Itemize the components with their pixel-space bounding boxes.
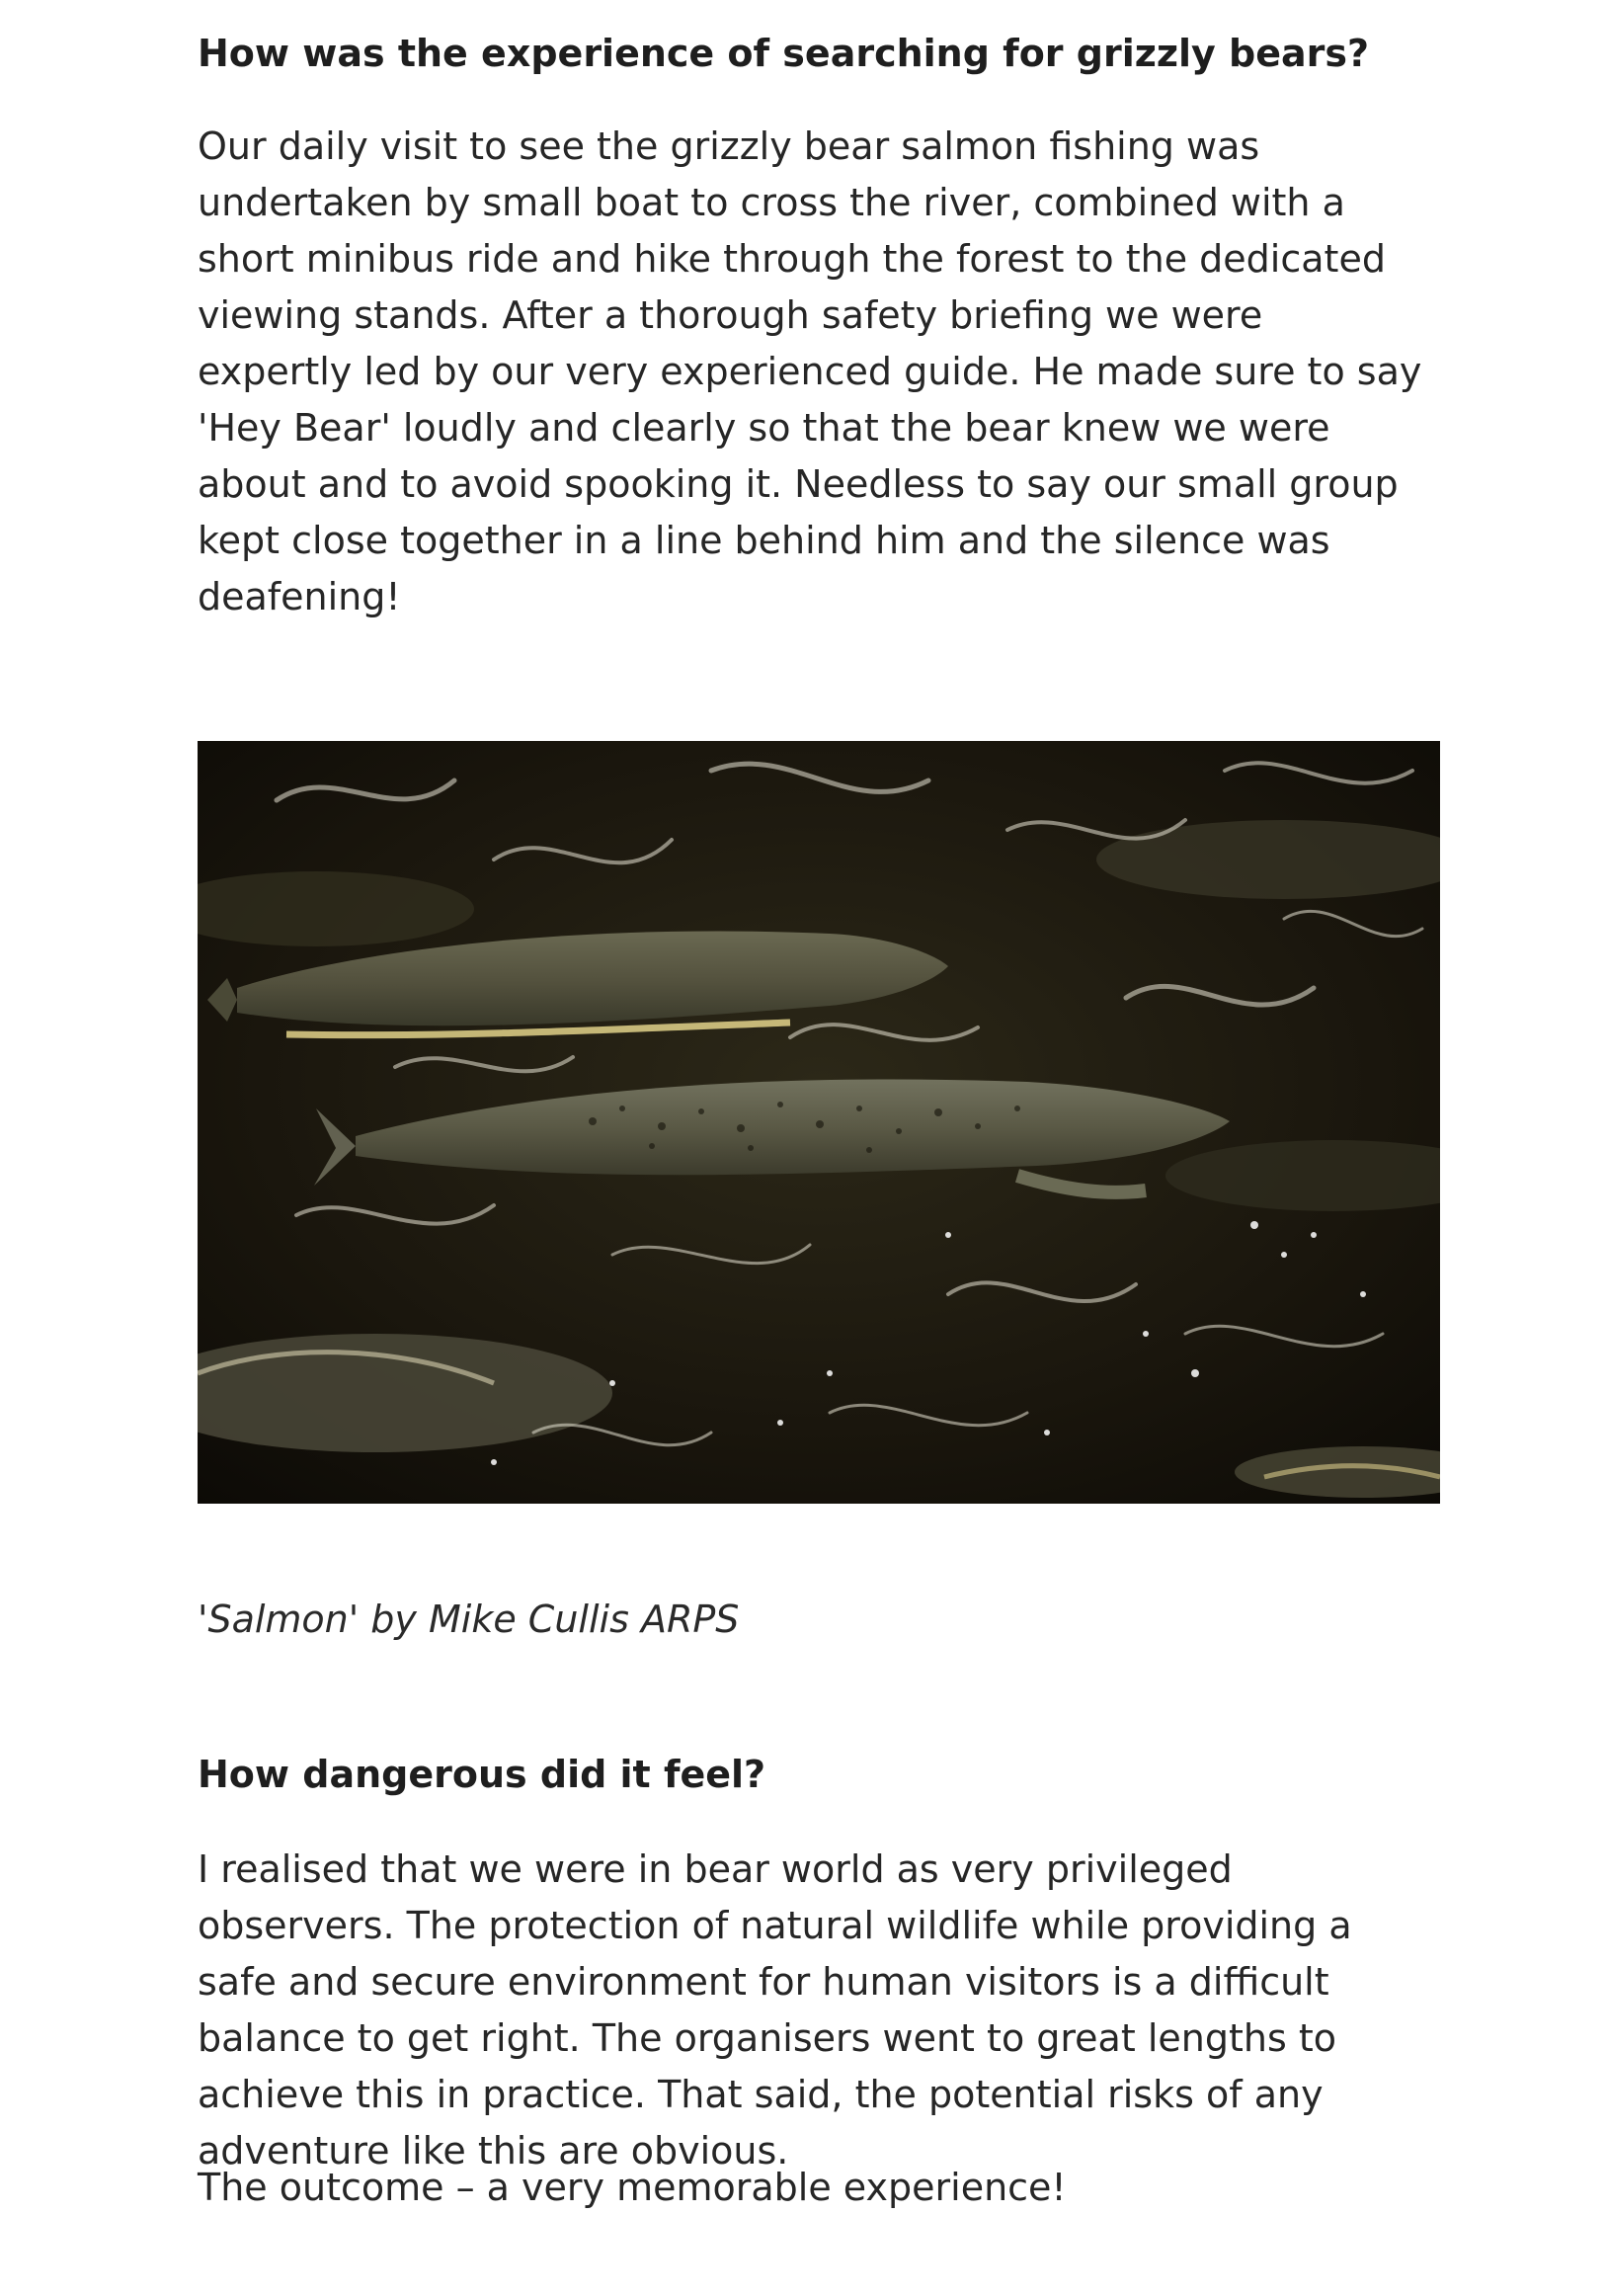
salmon-photo-illustration <box>198 741 1440 1504</box>
paragraph-outcome: The outcome – a very memorable experience! <box>198 2166 1067 2209</box>
salmon-photo <box>198 741 1440 1504</box>
paragraph-danger: I realised that we were in bear world as very privileged observers. The protection of natural wildlife while providing a safe and secure environment for human visitors is a difficult balance to get right. The organisers went to great lengths to achieve this in practice. That said, the potential risks of any adventure like this are obvious. <box>198 1847 1352 2173</box>
photo-caption: 'Salmon' by Mike Cullis ARPS <box>198 1598 740 1641</box>
section-heading-danger: How dangerous did it feel? <box>198 1753 766 1796</box>
paragraph-grizzly-search: Our daily visit to see the grizzly bear salmon fishing was undertaken by small boat to cross the river, combined with a short minibus ride and hike through the forest to the dedicated viewing stands. After a thorough safety briefing we were expertly led by our very experienced guide. He made sure to say 'Hey Bear' loudly and clearly so that the bear knew we were about and to avoid spooking it. Needless to say our small group kept close together in a line behind him and the silence was deafening! <box>198 124 1422 618</box>
section-heading-grizzly-search: How was the experience of searching for grizzly bears? <box>198 32 1370 75</box>
